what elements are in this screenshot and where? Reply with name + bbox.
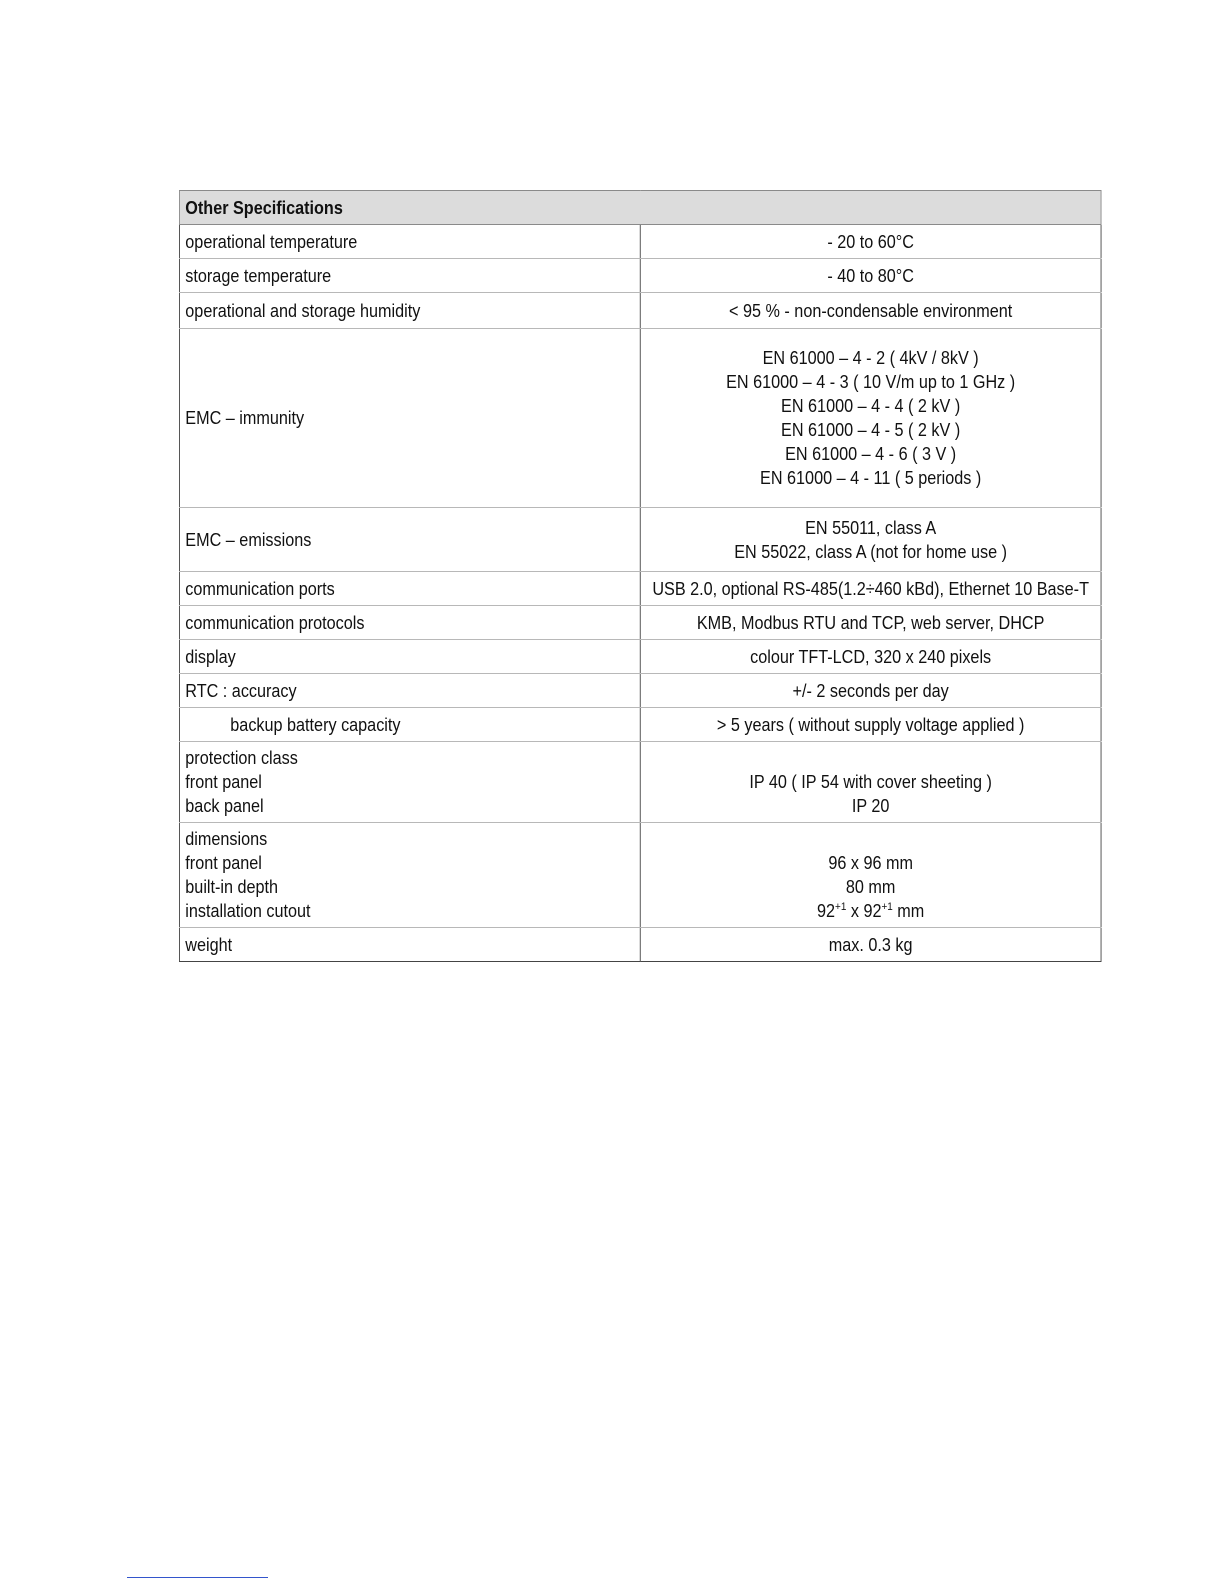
dimension-label: built-in depth (185, 877, 279, 897)
table-row (179, 823, 1101, 928)
cutout-tolerance: +1 (881, 901, 893, 913)
table-row (179, 572, 1101, 606)
spec-label: weight (179, 928, 640, 962)
table-row (179, 928, 1101, 962)
cutout-tolerance: +1 (835, 901, 847, 913)
table-title: Other Specifications (179, 191, 1101, 225)
spec-label: storage temperature (179, 259, 640, 293)
dimension-value (646, 827, 1095, 851)
spec-label: backup battery capacity (179, 708, 640, 742)
spec-label: EMC – emissions (179, 508, 640, 572)
table-row (179, 259, 1101, 293)
cutout-value (646, 899, 1095, 923)
table-row (179, 674, 1101, 708)
spec-label: operational and storage humidity (179, 293, 640, 329)
table-row (179, 640, 1101, 674)
protection-value: IP 40 ( IP 54 with cover sheeting ) (749, 772, 992, 792)
cutout-base: 92 (817, 901, 836, 921)
emc-standard: EN 61000 – 4 - 3 ( 10 V/m up to 1 GHz ) (726, 372, 1016, 392)
dimension-value: 80 mm (845, 877, 896, 897)
protection-value (646, 746, 1095, 770)
spec-label: operational temperature (179, 225, 640, 259)
dimension-label: dimensions (185, 829, 268, 849)
spec-value: - 40 to 80°C (640, 259, 1101, 293)
table-header-row (179, 191, 1101, 225)
spec-value (640, 742, 1101, 823)
spec-label: EMC – immunity (179, 329, 640, 508)
table-row (179, 329, 1101, 508)
spec-value: colour TFT-LCD, 320 x 240 pixels (640, 640, 1101, 674)
emc-standard: EN 61000 – 4 - 2 ( 4kV / 8kV ) (762, 348, 979, 368)
table-row (179, 293, 1101, 329)
spec-value: USB 2.0, optional RS-485(1.2÷460 kBd), Ethernet 10 Base-T (640, 572, 1101, 606)
dimension-label: front panel (185, 853, 262, 873)
spec-value (640, 823, 1101, 928)
spec-value: KMB, Modbus RTU and TCP, web server, DHCP (640, 606, 1101, 640)
emc-standard: EN 61000 – 4 - 6 ( 3 V ) (785, 444, 957, 464)
table-row (179, 742, 1101, 823)
footer-link-underline[interactable] (127, 1577, 268, 1578)
table-row (179, 508, 1101, 572)
spec-label: communication ports (179, 572, 640, 606)
emc-standard: EN 61000 – 4 - 11 ( 5 periods ) (760, 468, 982, 488)
spec-value: < 95 % - non-condensable environment (640, 293, 1101, 329)
emission-standard: EN 55011, class A (805, 517, 937, 538)
spec-value: > 5 years ( without supply voltage applied ) (640, 708, 1101, 742)
spec-value: - 20 to 60°C (640, 225, 1101, 259)
protection-label: back panel (185, 796, 264, 816)
dimension-label: installation cutout (185, 901, 311, 921)
spec-label: display (179, 640, 640, 674)
protection-value: IP 20 (851, 796, 890, 816)
spec-value: max. 0.3 kg (640, 928, 1101, 962)
cutout-unit: mm (892, 901, 925, 921)
table-row (179, 606, 1101, 640)
table-row (179, 708, 1101, 742)
emc-standard: EN 61000 – 4 - 4 ( 2 kV ) (781, 396, 961, 416)
spec-label: RTC : accuracy (179, 674, 640, 708)
spec-label: communication protocols (179, 606, 640, 640)
cutout-mid: x 92 (846, 901, 882, 921)
spec-value (640, 329, 1101, 508)
specifications-table (179, 190, 1102, 962)
protection-label: protection class (185, 748, 298, 768)
spec-value: +/- 2 seconds per day (640, 674, 1101, 708)
emc-standard: EN 61000 – 4 - 5 ( 2 kV ) (781, 420, 961, 440)
dimension-value: 96 x 96 mm (828, 853, 913, 873)
table-row (179, 225, 1101, 259)
spec-value (640, 508, 1101, 572)
emission-standard: EN 55022, class A (not for home use ) (734, 541, 1008, 562)
spec-label (179, 823, 640, 928)
spec-label (179, 742, 640, 823)
protection-label: front panel (185, 772, 262, 792)
